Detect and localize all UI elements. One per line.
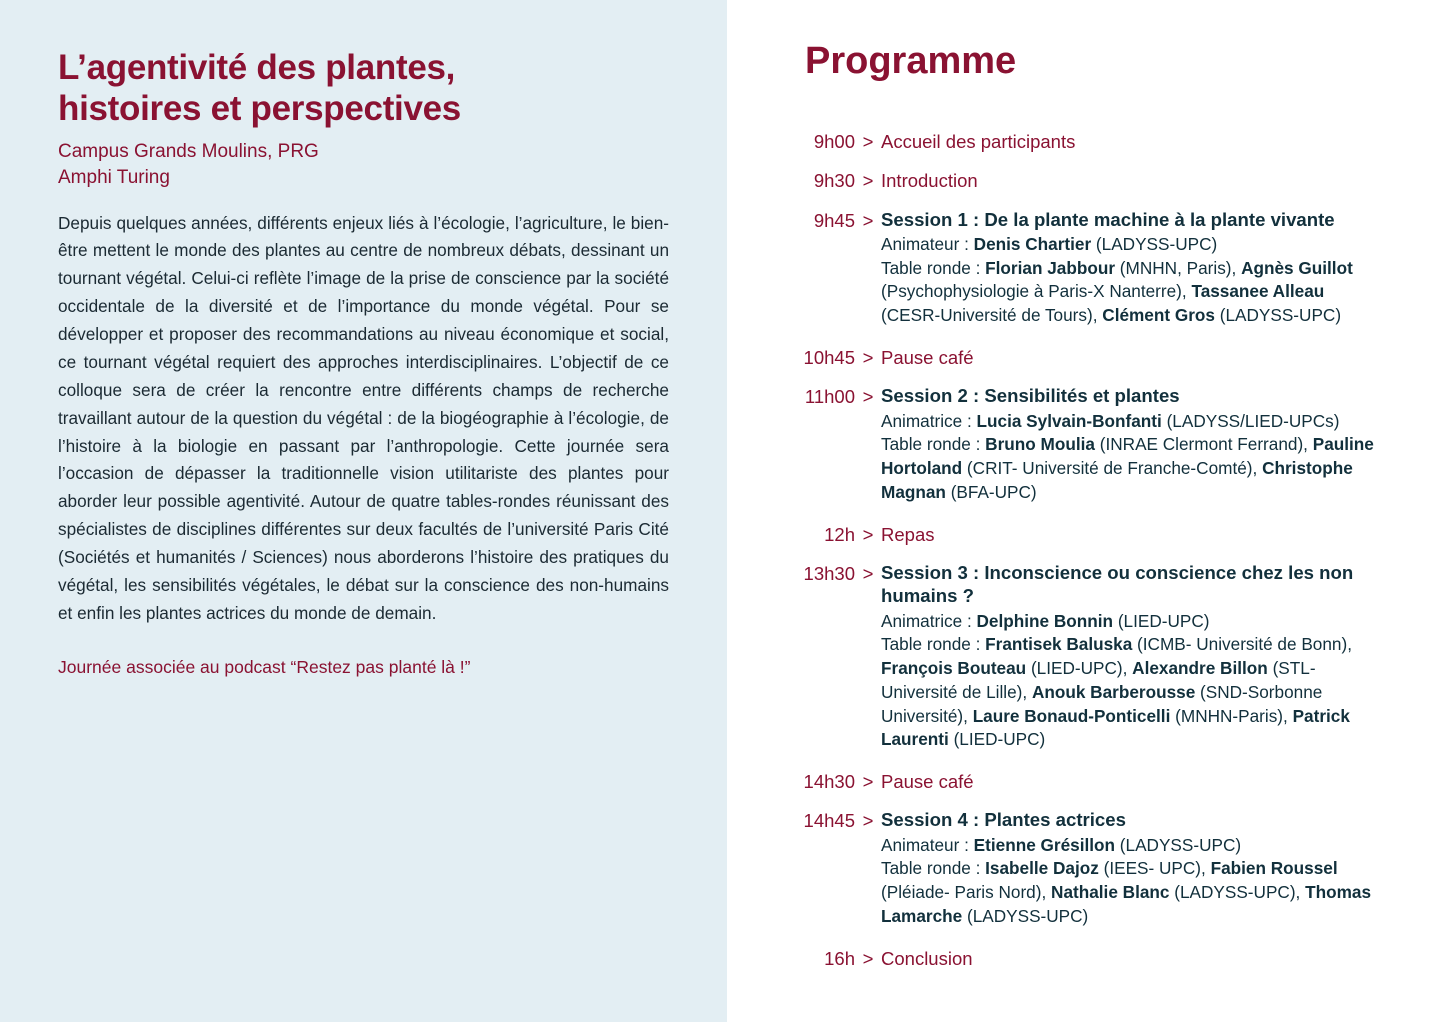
- schedule-item-label: Pause café: [881, 771, 974, 793]
- venue-block: [58, 139, 669, 191]
- schedule-time: 11h00: [804, 386, 855, 408]
- schedule-content: [881, 129, 1382, 155]
- schedule-separator-icon: >: [862, 947, 874, 969]
- schedule-time: 12h: [824, 523, 855, 545]
- schedule-separator-icon: >: [862, 131, 874, 152]
- schedule-content: [881, 345, 1382, 371]
- schedule-separator-icon: >: [862, 523, 874, 545]
- schedule-separator-icon: >: [862, 209, 874, 231]
- schedule-row: [777, 522, 1382, 548]
- page-title-line-2: histoires et perspectives: [58, 88, 461, 128]
- schedule-row: [777, 561, 1382, 752]
- schedule-time: 9h30: [813, 170, 855, 192]
- session-panelists: Table ronde : Isabelle Dajoz (IEES- UPC), Fabien Roussel (Pléiade- Paris Nord), Nathalie Blanc (LADYSS-UPC), Thomas Lamarche (LADYSS-UPC): [881, 858, 1372, 926]
- schedule-row: [777, 808, 1382, 928]
- schedule-content: [881, 808, 1382, 928]
- schedule-time: 13h30: [803, 562, 855, 584]
- podcast-note: Journée associée au podcast “Restez pas planté là !”: [58, 656, 471, 677]
- session-animator: Animateur : Etienne Grésillon (LADYSS-UPC): [881, 834, 1242, 855]
- schedule-content: [881, 561, 1382, 752]
- schedule-row: [777, 384, 1382, 504]
- page-title-line-1: L’agentivité des plantes,: [58, 48, 456, 87]
- schedule-time: 9h45: [813, 209, 855, 231]
- schedule-row: [777, 345, 1382, 371]
- session-title: Session 2 : Sensibilités et plantes: [881, 385, 1180, 407]
- schedule-row: [777, 129, 1382, 155]
- schedule-content: [881, 522, 1382, 548]
- schedule-content: [881, 208, 1382, 328]
- schedule-item-label: Introduction: [881, 170, 978, 192]
- session-animator: Animatrice : Delphine Bonnin (LIED-UPC): [881, 610, 1210, 631]
- schedule-separator-icon: >: [862, 771, 874, 793]
- session-panelists: Table ronde : Frantisek Baluska (ICMB- Université de Bonn), François Bouteau (LIED-UPC), Alexandre Billon (STL-Université de Lille), Anouk Barberousse (SND-Sorbonne Université), Laure Bonaud-Ponticelli (MNHN-Paris), Patrick Laurenti (LIED-UPC): [881, 634, 1352, 750]
- schedule-time: 10h45: [803, 346, 855, 368]
- schedule-content: [881, 168, 1382, 194]
- session-animator: Animatrice : Lucia Sylvain-Bonfanti (LADYSS/LIED-UPCs): [881, 410, 1340, 431]
- schedule-separator-icon: >: [862, 562, 874, 584]
- schedule-content: [881, 769, 1382, 795]
- right-panel: [727, 0, 1440, 1022]
- schedule-time: 16h: [824, 947, 855, 969]
- schedule-content: [881, 946, 1382, 972]
- programme-title: Programme: [805, 40, 1017, 82]
- schedule-time: 14h45: [803, 810, 855, 832]
- programme-schedule: [777, 129, 1382, 972]
- schedule-row: [777, 769, 1382, 795]
- schedule-item-label: Conclusion: [881, 947, 973, 969]
- venue-line-2: Amphi Turing: [58, 167, 170, 189]
- schedule-separator-icon: >: [862, 170, 874, 192]
- page-title: [58, 48, 669, 129]
- schedule-separator-icon: >: [862, 386, 874, 408]
- session-panelists: Table ronde : Bruno Moulia (INRAE Clermont Ferrand), Pauline Hortoland (CRIT- Université de Franche-Comté), Christophe Magnan (BFA-UPC): [881, 434, 1374, 502]
- schedule-content: [881, 384, 1382, 504]
- venue-line-1: Campus Grands Moulins, PRG: [58, 141, 319, 163]
- schedule-separator-icon: >: [862, 810, 874, 832]
- session-panelists: Table ronde : Florian Jabbour (MNHN, Paris), Agnès Guillot (Psychophysiologie à Paris-X Nanterre), Tassanee Alleau (CESR-Université de Tours), Clément Gros (LADYSS-UPC): [881, 257, 1353, 326]
- schedule-item-label: Repas: [881, 523, 935, 545]
- schedule-row: [777, 168, 1382, 194]
- schedule-separator-icon: >: [862, 346, 874, 368]
- schedule-row: [777, 208, 1382, 328]
- schedule-row: [777, 946, 1382, 972]
- schedule-item-label: Accueil des participants: [881, 131, 1076, 152]
- schedule-time: 14h30: [803, 771, 855, 793]
- session-title: Session 3 : Inconscience ou conscience chez les non humains ?: [881, 561, 1354, 607]
- session-title: Session 1 : De la plante machine à la plante vivante: [881, 208, 1335, 230]
- session-title: Session 4 : Plantes actrices: [881, 809, 1126, 831]
- schedule-item-label: Pause café: [881, 346, 974, 368]
- session-animator: Animateur : Denis Chartier (LADYSS-UPC): [881, 233, 1218, 254]
- description-text: Depuis quelques années, différents enjeux liés à l’écologie, l’agriculture, le bien-être mettent le monde des plantes au centre de nombreux débats, dessinant un tournant végétal. Celui-ci reflète l’image de la prise de conscience par la société occidentale de la diversité et de l’importance du monde végétal. Pour se développer et proposer des recommandations au niveau économique et social, ce tournant végétal requiert des approches interdisciplinaires. L’objectif de ce colloque sera de créer la rencontre entre différents champs de recherche travaillant autour de la question du végétal : de la biogéographie à l’écologie, de l’histoire à la biologie en passant par l’anthropologie. Cette journée sera l’occasion de dépasser la traditionnelle vision utilitariste des plantes pour aborder leur possible agentivité. Autour de quatre tables-rondes réunissant des spécialistes de disciplines différentes sur deux facultés de l’université Paris Cité (Sociétés et humanités / Sciences) nous aborderons l’histoire des pratiques du végétal, les sensibilités végétales, le débat sur la conscience des non-humains et enfin les plantes actrices du monde de demain.: [58, 212, 669, 623]
- schedule-time: 9h00: [813, 131, 855, 152]
